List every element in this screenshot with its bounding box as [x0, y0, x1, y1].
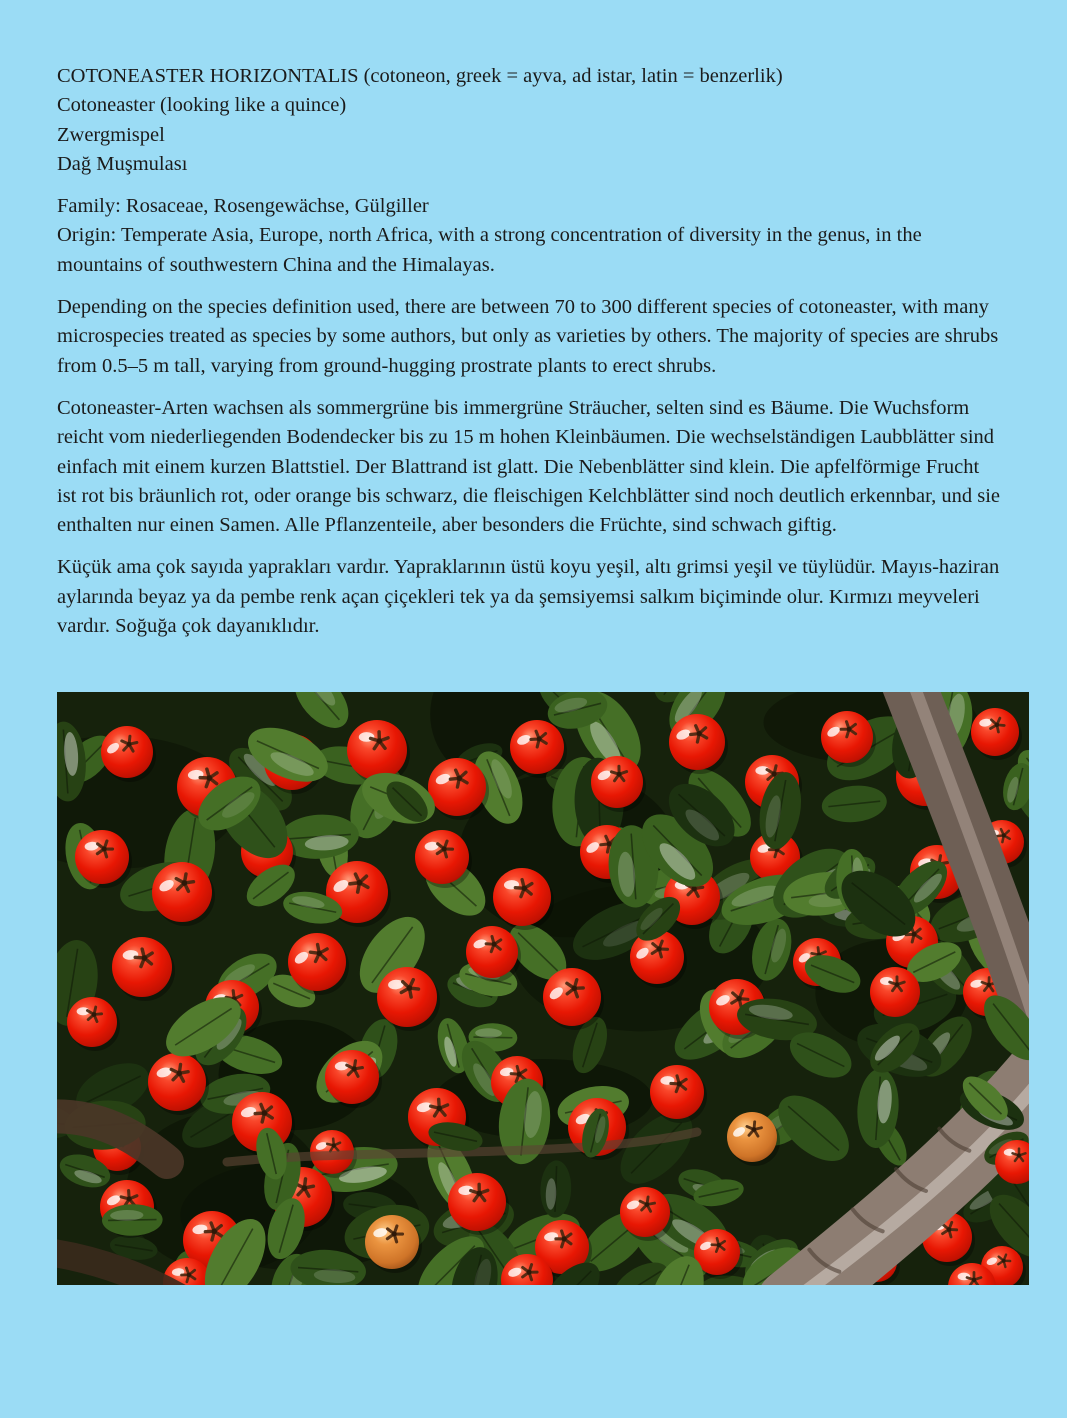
paragraph-german: Cotoneaster-Arten wachsen als sommergrüne bis immergrüne Sträucher, selten sind es Bäume. Die Wuchsform reicht vom niederliegenden Bodendecker bis zu 15 m hohen Kleinbäumen. Die wechselständigen Laubblätter sind einfach mit einem kurzen Blattstiel. Der Blattrand ist glatt. Die Nebenblätter sind klein. Die apfelförmige Frucht ist rot bis bräunlich rot, oder orange bis schwarz, die fleischigen Kelchblätter sind noch deutlich erkennbar, und sie enthalten nur einen Samen. Alle Pflanzenteile, aber besonders die Früchte, sind schwach giftig.: [57, 396, 1001, 537]
plant-name-scientific: COTONEASTER HORIZONTALIS (cotoneon, greek = ayva, ad istar, latin = benzerlik): [57, 65, 783, 87]
plant-name-english: Cotoneaster (looking like a quince): [57, 94, 347, 117]
origin-line: Origin: Temperate Asia, Europe, north Africa, with a strong concentration of diversity in the genus, in the mountains of southwestern China and the Himalayas.: [57, 224, 922, 276]
plant-name-turkish: Dağ Muşmulası: [57, 152, 188, 175]
paragraph-turkish: Küçük ama çok sayıda yaprakları vardır. Yapraklarının üstü koyu yeşil, altı grimsi yeşil ve tüylüdür. Mayıs-haziran aylarında beyaz ya da pembe renk açan çiçekleri tek ya da şemsiyemsi salkım biçiminde olur. Kırmızı meyveleri vardır. Soğuğa çok dayanıklıdır.: [57, 556, 1000, 638]
title-block: [57, 62, 1002, 179]
berry-photo-svg: [57, 692, 1029, 1285]
berry-photo: [57, 692, 1010, 1285]
taxonomy-block: [57, 192, 1002, 280]
family-line: Family: Rosaceae, Rosengewächse, Gülgiller: [57, 195, 429, 218]
paragraph-english: Depending on the species definition used, there are between 70 to 300 different species of cotoneaster, with many microspecies treated as species by some authors, but only as varieties by others. The majority of species are shrubs from 0.5–5 m tall, varying from ground-hugging prostrate plants to erect shrubs.: [57, 296, 999, 377]
plant-name-german: Zwergmispel: [57, 123, 165, 146]
